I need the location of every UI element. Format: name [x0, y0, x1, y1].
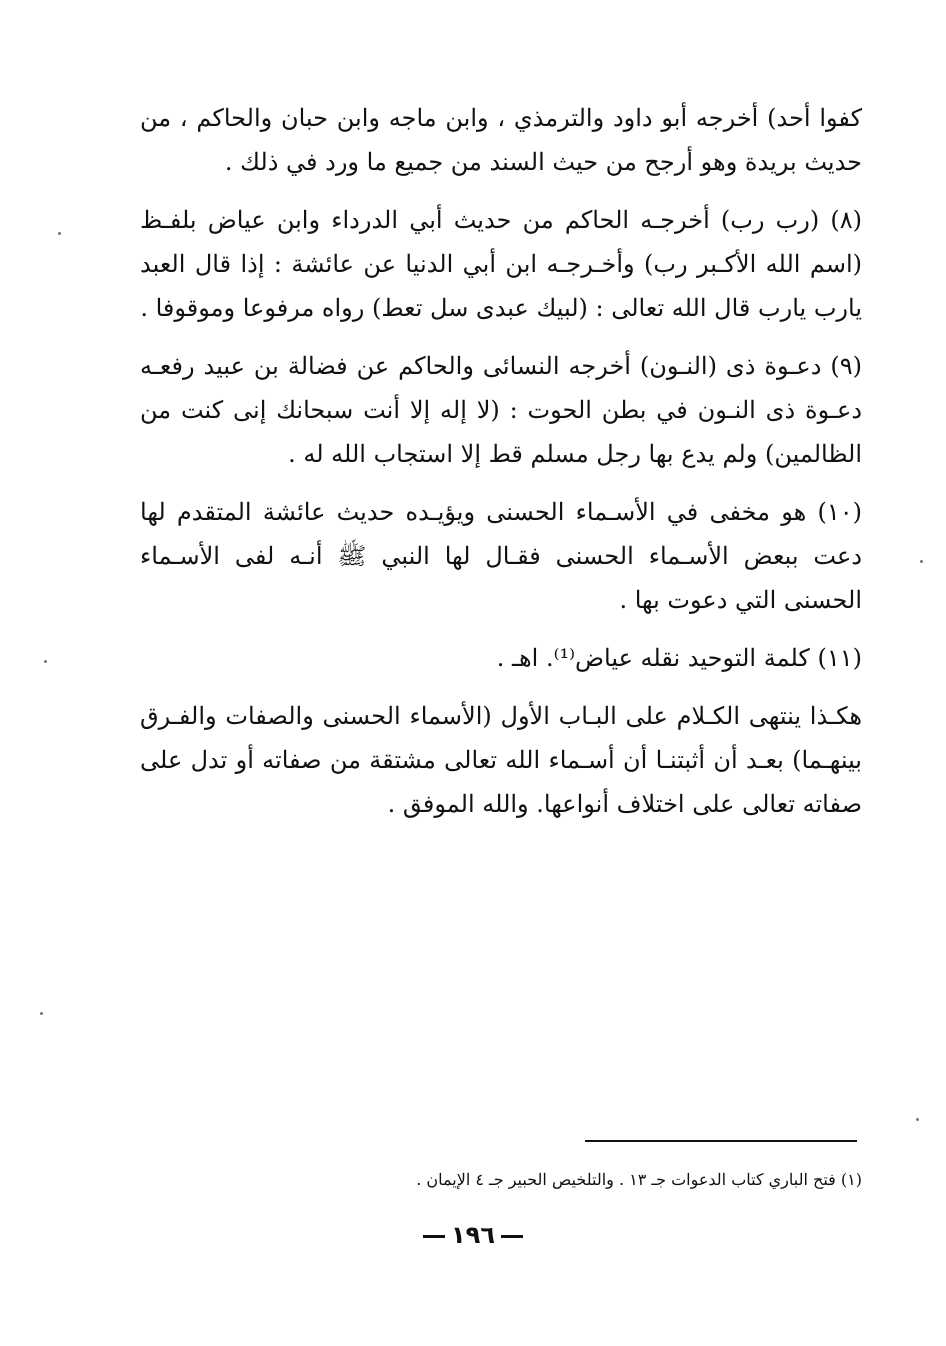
scan-speck: [44, 660, 47, 663]
footnote-divider: [585, 1140, 857, 1142]
paragraph-item-10: (١٠) هو مخفى في الأسـماء الحسنى ويؤيـده حديث عائشة المتقدم لها دعت ببعض الأسـماء الحسنى فقـال لها النبي ﷺ أنـه لفى الأسـماء الحسنى التي دعوت بها .: [140, 498, 862, 614]
page-number-dash-right: [501, 1235, 523, 1238]
scan-speck: [916, 1118, 919, 1121]
page-number-dash-left: [423, 1235, 445, 1238]
scan-speck: [920, 560, 923, 563]
paragraph-item-8: (٨) (رب رب) أخرجـه الحاكم من حديث أبي الدرداء وابن عياض بلفـظ (اسم الله الأكـبر رب) وأخـرجـه ابن أبي الدنيا عن عائشة : إذا قال العبد يارب يارب قال الله تعالى : (لبيك عبدى سل تعط) رواه مرفوعا وموقوفا .: [140, 206, 862, 322]
paragraph-item-9: (٩) دعـوة ذى (النـون) أخرجه النسائى والحاكم عن فضالة بن عبيد رفعـه دعـوة ذى النـون في بطن الحوت : (لا إله إلا أنت سبحانك إنى كنت من الظالمين) ولم يدع بها رجل مسلم قط إلا استجاب الله له .: [140, 352, 862, 468]
scan-speck: [40, 1012, 43, 1015]
main-text: [140, 96, 862, 826]
paragraph-conclusion: هكـذا ينتهى الكـلام على البـاب الأول (الأسماء الحسنى والصفات والفـرق بينهـما) بعـد أن أثبتنـا أن أسـماء الله تعالى مشتقة من صفاته أو تدل على صفاته تعالى على اختلاف أنواعها. والله الموفق .: [140, 702, 862, 818]
scan-speck: [58, 232, 61, 235]
footnote: (١) فتح الباري كتاب الدعوات جـ ١٣ . والتلخيص الحبير جـ ٤ الإيمان .: [416, 1170, 862, 1189]
paragraph-item-11: (١١) كلمة التوحيد نقله عياض⁽¹⁾. اهـ .: [496, 644, 862, 672]
page-number: ١٩٦: [451, 1221, 495, 1249]
page-number-block: [373, 1218, 573, 1252]
paragraph-continuation: كفوا أحد) أخرجه أبو داود والترمذي ، وابن ماجه وابن حبان والحاكم ، من حديث بريدة وهو أرجح من حيث السند من جميع ما ورد في ذلك .: [140, 104, 862, 176]
